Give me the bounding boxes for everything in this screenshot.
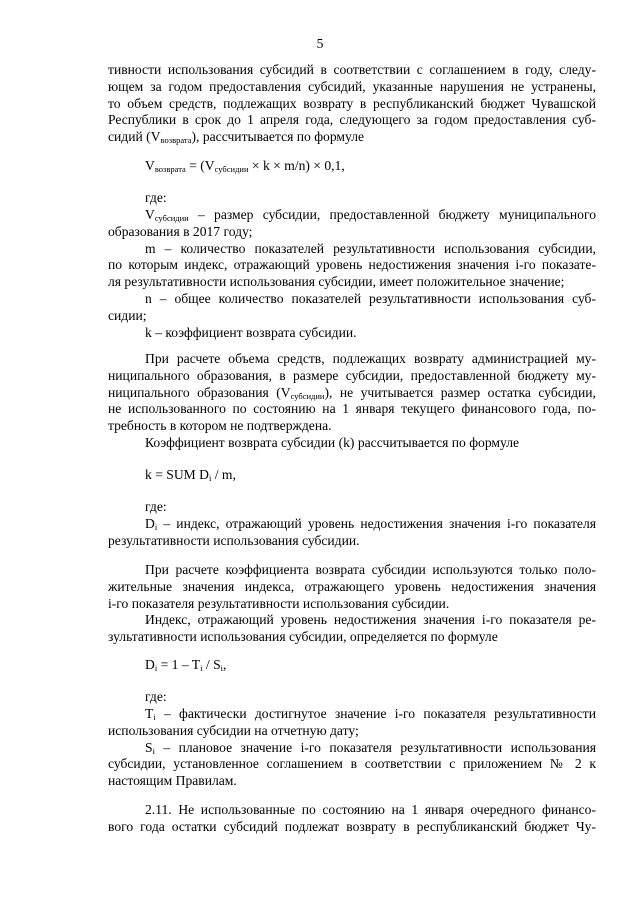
definition-d <box>108 516 596 550</box>
formula-return-volume: $V_{возврата} = (V_{субсидии} \times k \times m/n) \times 0,1$, <box>145 158 345 174</box>
paragraph-calculation <box>108 351 596 452</box>
text-line: ниципального образования, в размере субсидии, предоставленной бюджету му- <box>108 367 596 383</box>
text-line: ля результативности использования субсидии, имеет положительное значение; <box>108 274 565 290</box>
text-line: сидий $(V_{возврата})$, рассчитывается по формуле <box>108 129 365 146</box>
text-line: вого года остатки субсидий подлежат возврату в республиканский бюджет Чу- <box>108 818 596 834</box>
text-line: $D_i$ – индекс, отражающий уровень недостижения значения i-го показателя <box>145 516 596 532</box>
text-line: не использованного по состоянию на 1 января текущего финансового года, по- <box>108 401 596 417</box>
text-line: Коэффициент возврата субсидии (k) рассчитывается по формуле <box>145 434 520 450</box>
text-line: жительные значения индекса, отражающего уровень недостижения значения <box>108 578 596 594</box>
definition-n: n – общее количество показателей результативности использования суб- <box>145 290 596 306</box>
formula-coefficient: k = SUM $D_i$ / m, <box>145 467 236 483</box>
text-line: Республики в срок до 1 апреля года, следующего за годом предоставления суб- <box>108 112 596 128</box>
where-label: где: <box>145 499 167 514</box>
text-line: При расчете объема средств, подлежащих возврату администрацией му- <box>145 351 596 366</box>
definition-m: m – количество показателей результативности использования субсидии, <box>145 240 596 256</box>
definition-t: $T_i$ – фактически достигнутое значение i-го показателя результативности <box>145 706 596 722</box>
definitions-formula-1 <box>108 207 596 341</box>
where-label: где: <box>145 190 167 205</box>
text-line: При расчете коэффициента возврата субсидии используются только поло- <box>145 562 596 577</box>
text-line: использования субсидии на отчетную дату; <box>108 722 359 738</box>
text-line: то объем средств, подлежащих возврату в республиканский бюджет Чувашской <box>108 95 596 111</box>
text-line: по которым индекс, отражающий уровень недостижения значения i-го показате- <box>108 257 596 273</box>
text-line: тивности использования субсидий в соответствии с соглашением в году, следу- <box>108 62 596 77</box>
text-line: образования в 2017 году; <box>108 223 253 239</box>
paragraph-positive-values <box>108 562 596 646</box>
paragraph-2-11 <box>108 802 596 836</box>
text-line: требность в котором не подтверждена. <box>108 418 332 434</box>
page-number: 5 <box>316 36 324 51</box>
text-line: настоящим Правилам. <box>108 773 237 789</box>
where-label: где: <box>145 689 167 704</box>
definition-s: $S_i$ – плановое значение i-го показателя результативности использования <box>145 739 596 756</box>
definition-k: k – коэффициент возврата субсидии. <box>145 324 357 340</box>
text-line: ющем за годом предоставления субсидий, указанные нарушения не устранены, <box>108 78 596 94</box>
definition-v-subsidy: $V_{субсидии}$ – размер субсидии, предоставленной бюджету муниципального <box>145 207 596 223</box>
text-line: ниципального образования $(V_{субсидии})$, не учитывается размер остатка субсидии, <box>108 384 596 401</box>
text-line: 2.11. Не использованные по состоянию на 1 января очередного финансо- <box>145 802 596 817</box>
definitions-formula-3 <box>108 706 596 790</box>
text-line: i-го показателя результативности использования субсидии. <box>108 595 450 611</box>
paragraph-intro <box>108 62 596 146</box>
formula-index: $D_i = 1 - T_i / S_i$, <box>145 657 227 673</box>
text-line: результативности использования субсидии. <box>108 532 360 548</box>
text-line: сидии; <box>108 307 147 323</box>
text-line: субсидии, установленное соглашением в соответствии с приложением № 2 к <box>108 756 596 772</box>
text-line: Индекс, отражающий уровень недостижения значения i-го показателя ре- <box>145 612 596 628</box>
text-line: зультативности использования субсидии, определяется по формуле <box>108 629 498 645</box>
